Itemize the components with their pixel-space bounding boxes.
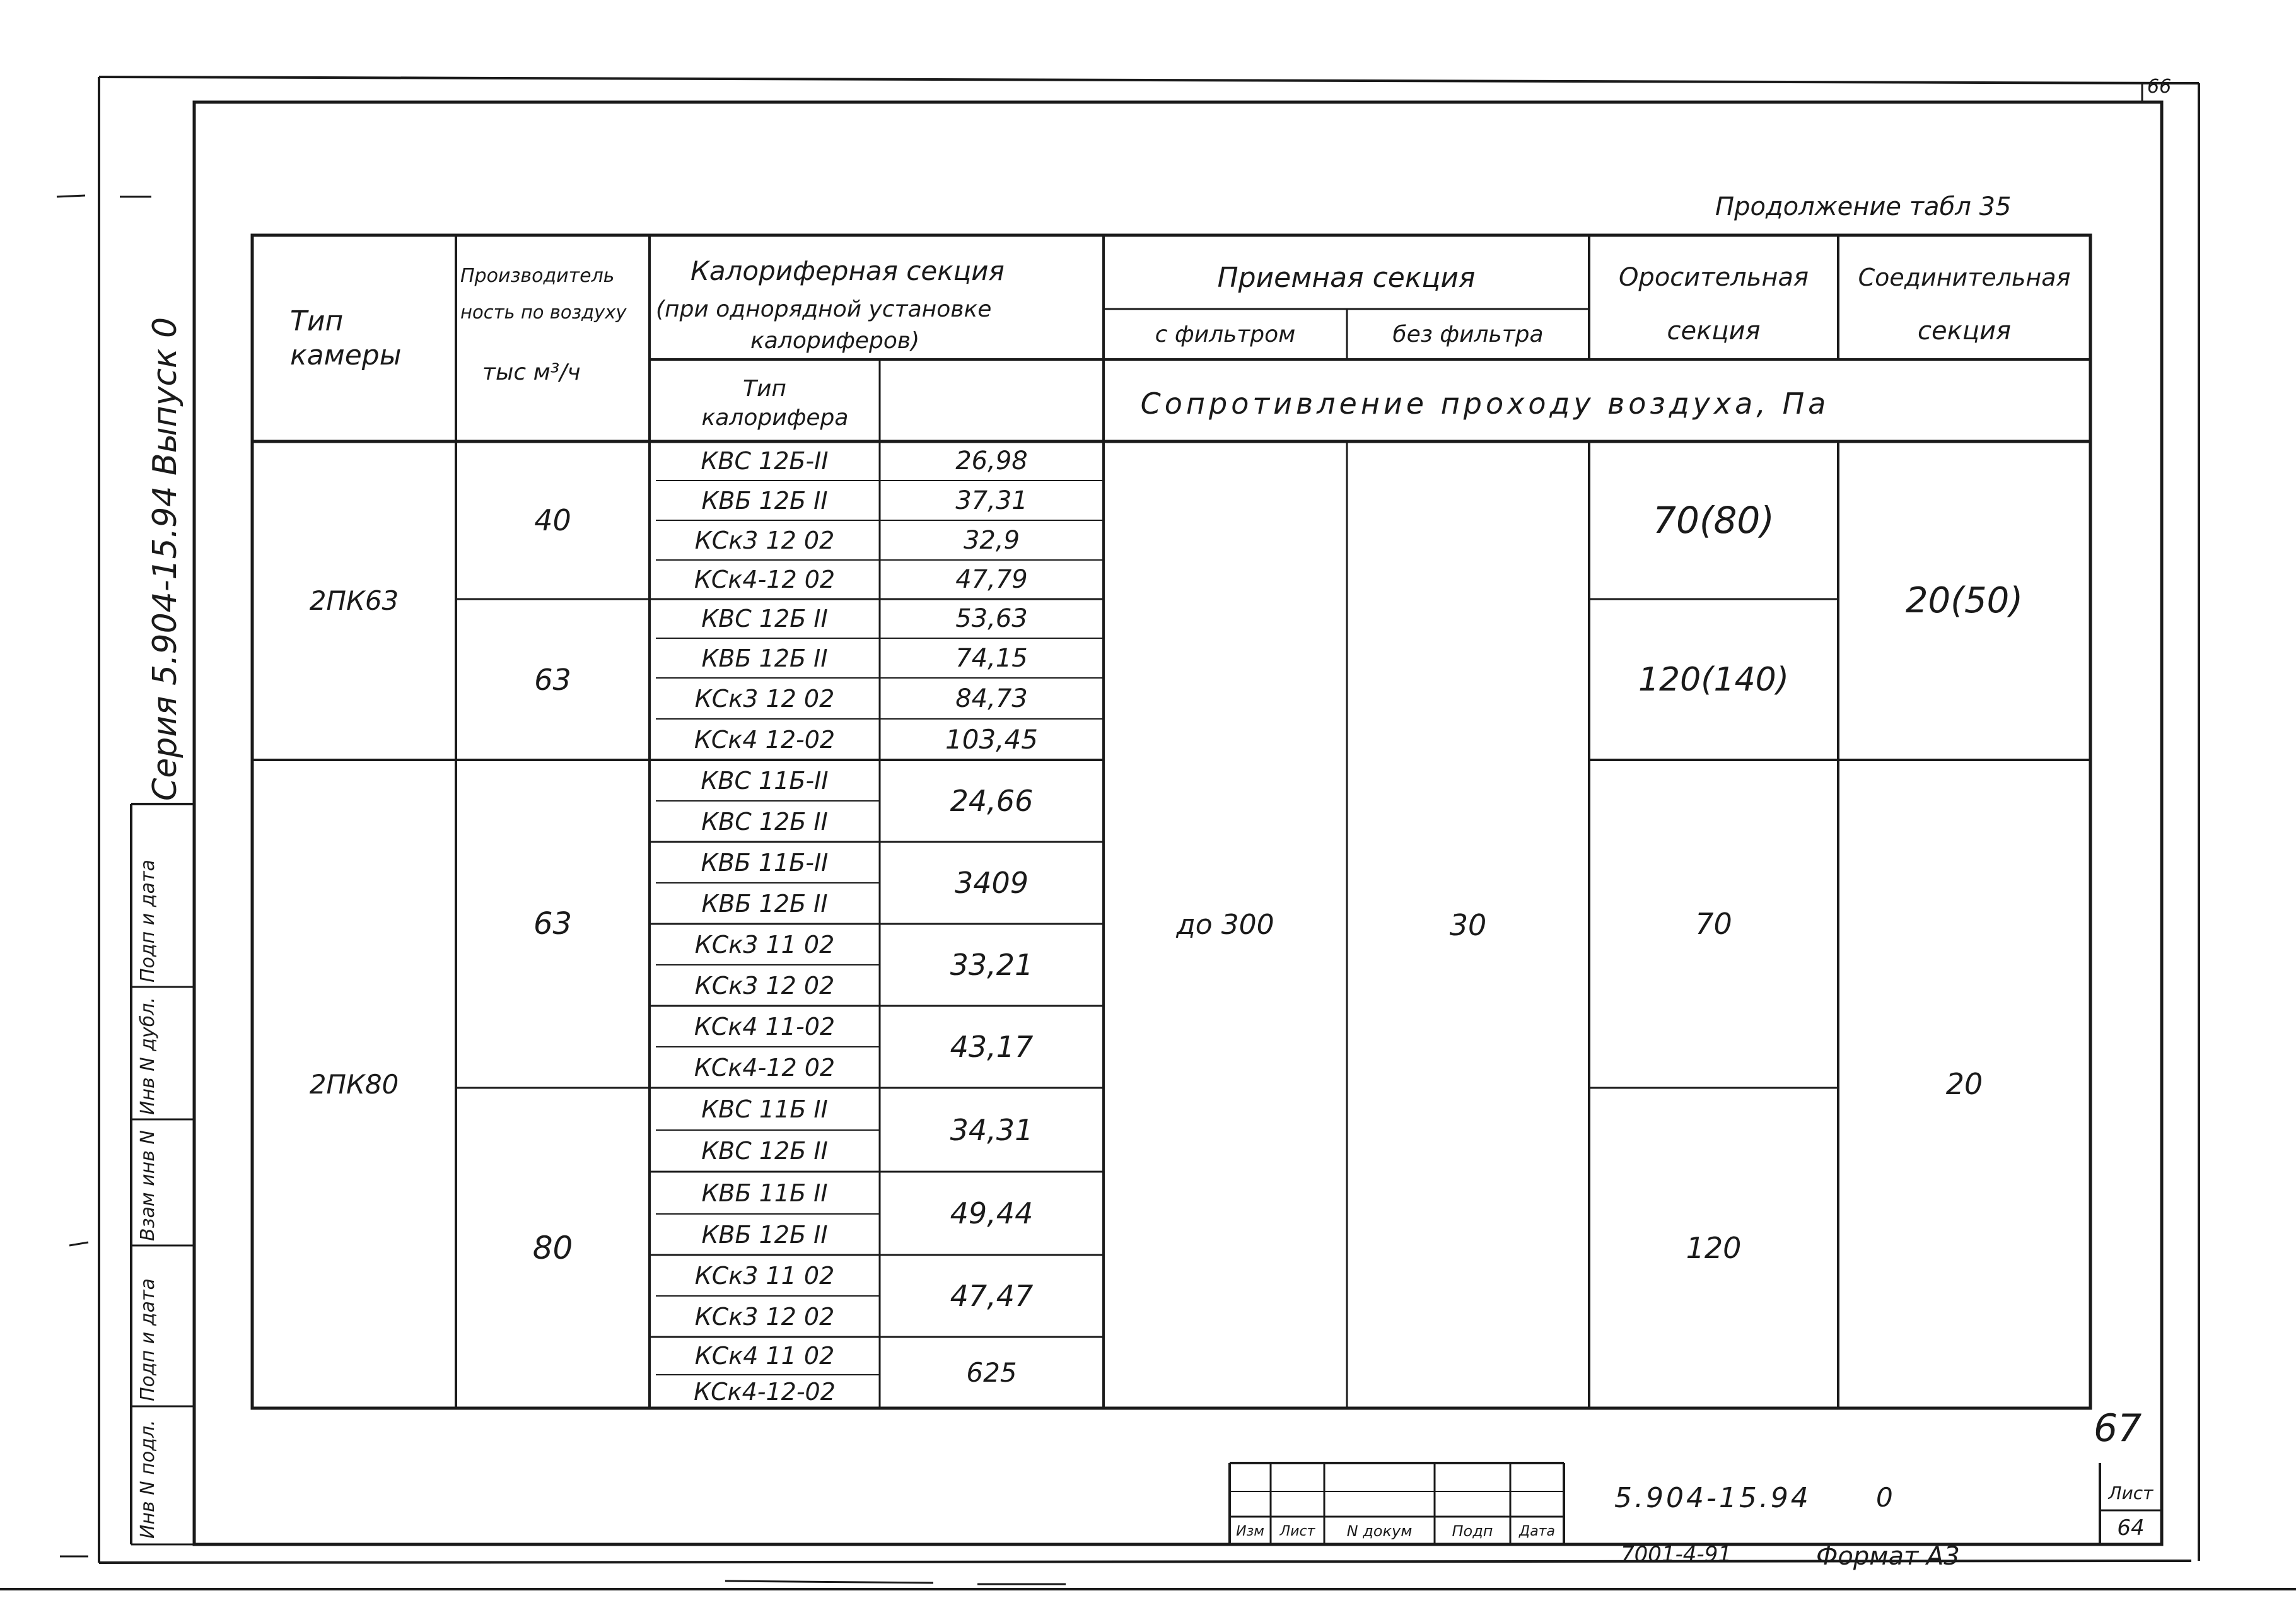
heater-type: КСк4-12 02 <box>694 1053 836 1082</box>
heater-type: КСк3 12 02 <box>694 971 835 1000</box>
heater-type: КСк3 12 02 <box>694 1302 835 1331</box>
heater-type: КСк3 12 02 <box>694 526 835 554</box>
header-heater-type: Тип калорифера <box>701 376 849 431</box>
heater-type: КСк4 11 02 <box>694 1342 835 1370</box>
resistance-value: 3409 <box>954 866 1029 900</box>
heater-type: КВБ 12Б II <box>701 1220 828 1249</box>
resistance-value: 34,31 <box>950 1112 1034 1147</box>
resistance-value: 37,31 <box>955 486 1028 515</box>
resistance-value: 26,98 <box>955 446 1028 475</box>
stamp-col-podp: Подп <box>1452 1522 1493 1540</box>
header-heater-line1: Калориферная секция <box>691 255 1005 286</box>
handwritten-page-number: 67 <box>2094 1406 2142 1450</box>
strip-label-podp-data-2: Подп и дата <box>137 860 159 983</box>
irrigation-40: 70(80) <box>1653 499 1774 542</box>
heater-type: КВС 11Б II <box>701 1095 828 1123</box>
heater-type: КВБ 12Б II <box>701 486 828 515</box>
header-productivity-line1: Производитель <box>460 265 615 287</box>
resistance-value: 43,17 <box>950 1030 1034 1064</box>
header-irrigation-line2: секция <box>1667 317 1761 346</box>
stamp-col-ndokum: N докум <box>1346 1522 1413 1540</box>
header-heater-line2: (при однорядной установке <box>656 296 992 322</box>
header-camera-type: Тип камеры <box>290 305 402 371</box>
bottom-scribble: 7001-4-91 <box>1621 1542 1732 1567</box>
resistance-value: 24,66 <box>950 784 1034 818</box>
header-air-resistance: Сопротивление проходу воздуха, Па <box>1140 387 1830 421</box>
header-intake-section: Приемная секция <box>1217 261 1476 294</box>
resistance-value: 53,63 <box>955 604 1028 633</box>
header-connecting-line2: секция <box>1917 317 2012 346</box>
resistance-value: 47,79 <box>955 565 1028 594</box>
resistance-value: 625 <box>966 1357 1017 1388</box>
strip-label-inv-podl: Инв N подл. <box>137 1420 159 1539</box>
resistance-value: 74,15 <box>955 643 1028 673</box>
heater-type: КСк4-12 02 <box>694 566 836 593</box>
heater-type: КВС 12Б II <box>701 605 828 633</box>
heater-type: КСк3 12 02 <box>694 684 835 713</box>
stamp-col-izm: Изм <box>1236 1523 1264 1539</box>
productivity-63-2pk80: 63 <box>533 906 573 942</box>
heater-type: КСк3 11 02 <box>694 1261 835 1290</box>
header-productivity-unit: тыс м³/ч <box>482 359 581 385</box>
resistance-value: 49,44 <box>950 1196 1034 1230</box>
irrigation-63-2pk63: 120(140) <box>1638 660 1790 699</box>
format-label: Формат А3 <box>1816 1542 1960 1571</box>
table-caption: Продолжение табл 35 <box>1715 192 2012 221</box>
camera-type-2pk63: 2ПК63 <box>309 585 399 616</box>
heater-type: КВБ 11Б-II <box>701 848 829 877</box>
heater-type: КВБ 12Б II <box>701 889 828 918</box>
heater-type: КСк4 12-02 <box>694 725 836 754</box>
productivity-40: 40 <box>534 503 571 537</box>
header-irrigation-line1: Оросительная <box>1618 263 1809 292</box>
productivity-80: 80 <box>532 1230 573 1266</box>
camera-type-2pk80: 2ПК80 <box>309 1068 399 1100</box>
header-connecting-line1: Соединительная <box>1858 264 2071 291</box>
heater-type: КВБ 12Б II <box>701 644 828 672</box>
resistance-value: 47,47 <box>950 1279 1034 1313</box>
stamp-document-code: 5.904-15.94 <box>1614 1482 1811 1514</box>
stamp-col-list: Лист <box>1279 1523 1315 1539</box>
irrigation-63-2pk80: 70 <box>1695 907 1732 941</box>
heater-type: КСк4-12-02 <box>694 1377 836 1406</box>
connecting-2pk63: 20(50) <box>1905 580 2024 621</box>
productivity-63-2pk63: 63 <box>534 662 571 697</box>
sheet-corner-number: 66 <box>2147 76 2172 98</box>
resistance-value: 32,9 <box>963 525 1020 555</box>
stamp-col-data: Дата <box>1519 1523 1555 1539</box>
heater-type: КВБ 11Б II <box>701 1179 828 1207</box>
resistance-value: 103,45 <box>945 724 1038 755</box>
header-without-filter: без фильтра <box>1392 321 1544 347</box>
irrigation-80: 120 <box>1686 1231 1742 1265</box>
heater-type: КСк3 11 02 <box>694 930 835 959</box>
intake-without-filter-value: 30 <box>1449 907 1487 942</box>
header-with-filter: с фильтром <box>1155 321 1296 347</box>
stamp-issue: 0 <box>1876 1482 1893 1513</box>
heater-type: КСк4 11-02 <box>694 1012 836 1041</box>
strip-label-podp-data: Подп и дата <box>137 1278 159 1401</box>
connecting-2pk80: 20 <box>1945 1067 1983 1101</box>
resistance-value: 84,73 <box>955 684 1028 713</box>
strip-label-vzam-inv: Взам инв N <box>137 1130 159 1241</box>
stamp-sheet-label: Лист <box>2108 1483 2153 1503</box>
intake-with-filter-value: до 300 <box>1176 909 1274 941</box>
strip-label-inv-dubl: Инв N дубл. <box>137 997 159 1115</box>
header-productivity-line2: ность по воздуху <box>460 301 627 323</box>
stamp-sheet-number: 64 <box>2117 1515 2145 1541</box>
resistance-value: 33,21 <box>950 948 1034 982</box>
heater-type: КВС 12Б-II <box>701 447 829 475</box>
heater-type: КВС 12Б II <box>701 1137 828 1165</box>
series-label: Серия 5.904-15.94 Выпуск 0 <box>146 317 184 801</box>
heater-type: КВС 12Б II <box>701 807 828 836</box>
header-heater-line3: калориферов) <box>750 328 920 354</box>
heater-type: КВС 11Б-II <box>701 766 829 795</box>
